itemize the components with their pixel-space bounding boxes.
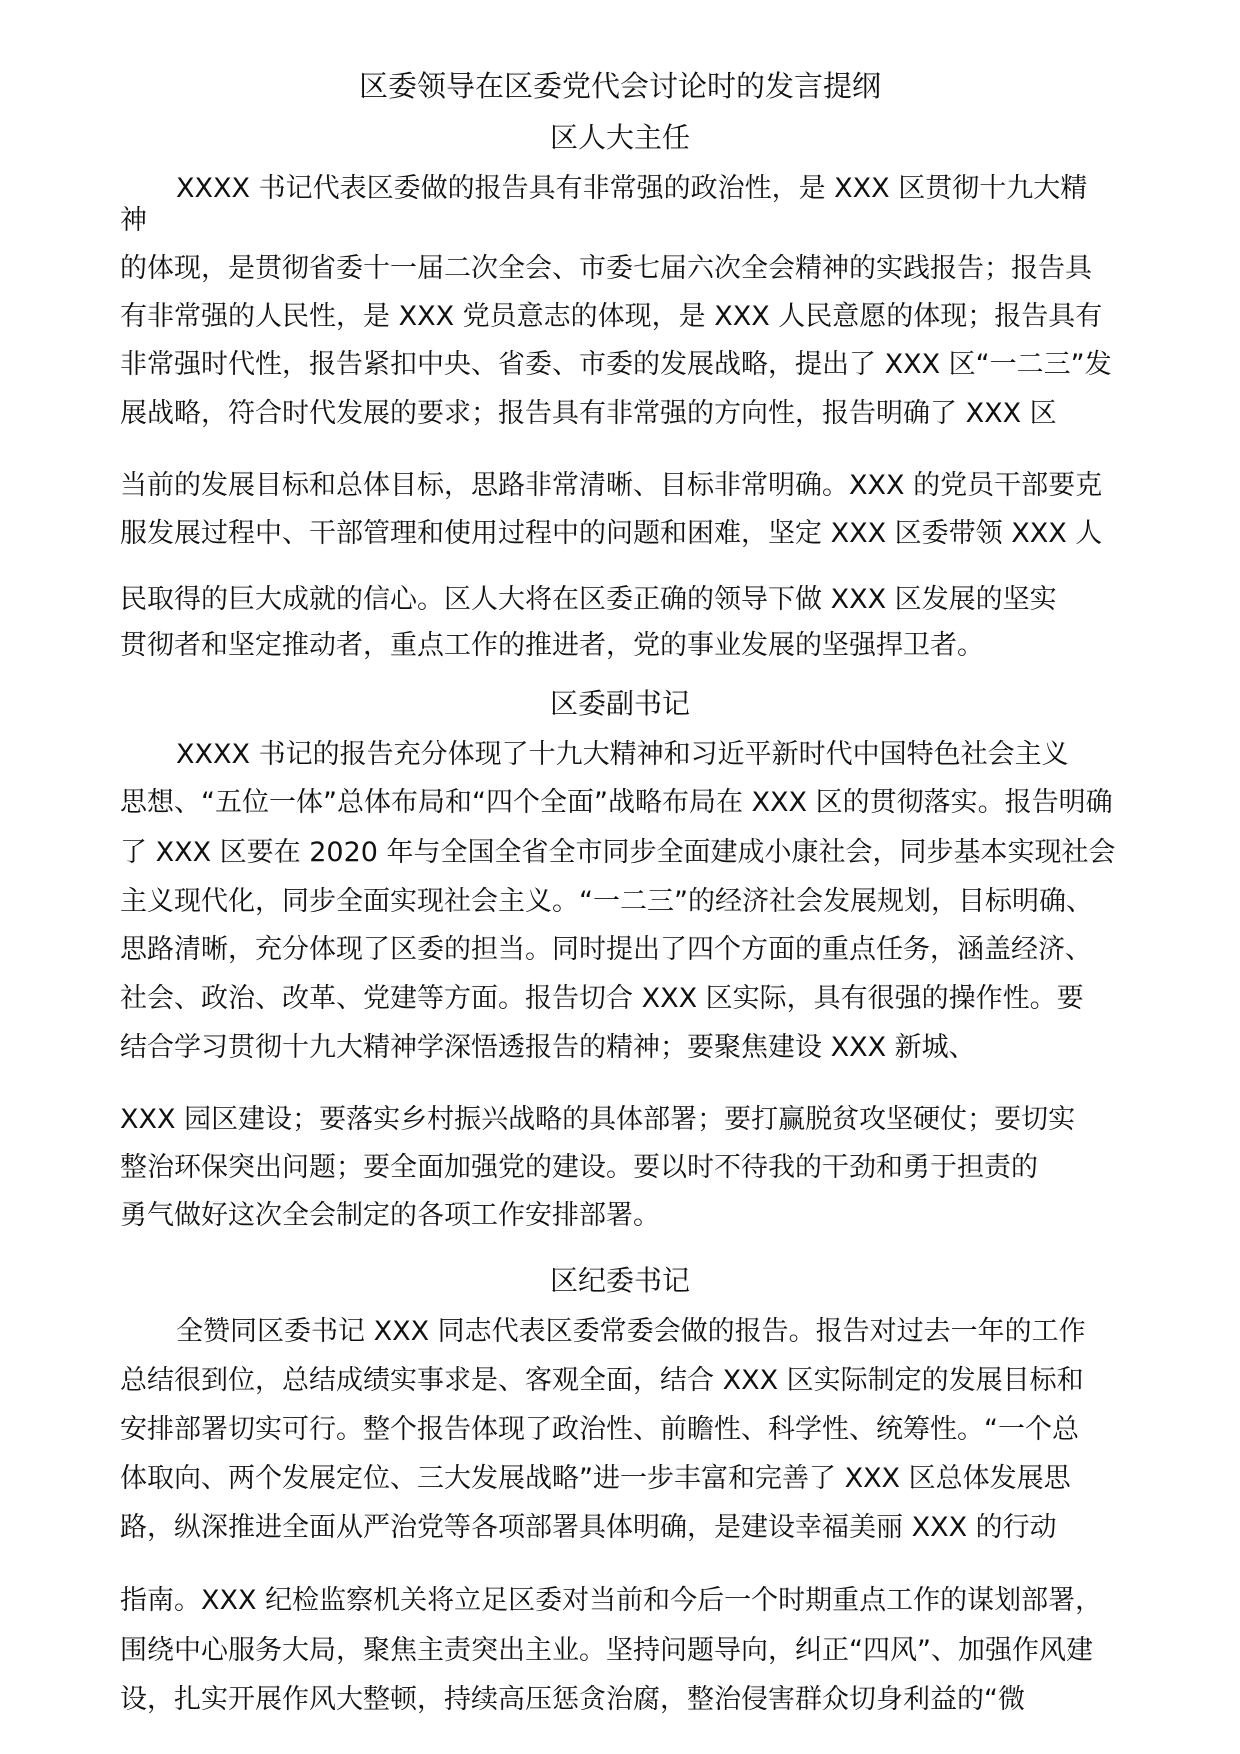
paragraph-line: 展战略，符合时代发展的要求；报告具有非常强的方向性，报告明确了 XXX 区 xyxy=(120,398,1057,429)
paragraph-line: 总结很到位，总结成绩实事求是、客观全面，结合 XXX 区实际制定的发展目标和 xyxy=(120,1365,1084,1396)
paragraph-line: 围绕中心服务大局，聚焦主责突出主业。坚持问题导向，纠正“四风”、加强作风建 xyxy=(120,1635,1093,1666)
paragraph-line: 非常强时代性，报告紧扣中央、省委、市委的发展战略，提出了 XXX 区“一二三”发 xyxy=(120,349,1112,380)
paragraph-line: 思想、“五位一体”总体布局和“四个全面”战略布局在 XXX 区的贯彻落实。报告明确 xyxy=(120,787,1113,818)
paragraph-line: XXXX 书记的报告充分体现了十九大精神和习近平新时代中国特色社会主义 xyxy=(176,739,1069,770)
paragraph-line: 贯彻者和坚定推动者，重点工作的推进者，党的事业发展的坚强捍卫者。 xyxy=(120,630,984,661)
paragraph-line: 服发展过程中、干部管理和使用过程中的问题和困难，坚定 XXX 区委带领 XXX 人 xyxy=(120,518,1103,549)
paragraph-line: 思路清晰，充分体现了区委的担当。同时提出了四个方面的重点任务，涵盖经济、 xyxy=(120,934,1092,965)
document-title: 区委领导在区委党代会讨论时的发言提纲 xyxy=(358,69,881,103)
paragraph-line: 神 xyxy=(120,205,147,236)
paragraph-line: 全赞同区委书记 XXX 同志代表区委常委会做的报告。报告对过去一年的工作 xyxy=(176,1316,1086,1347)
paragraph-line: 有非常强的人民性，是 XXX 党员意志的体现，是 XXX 人民意愿的体现；报告具有 xyxy=(120,301,1103,332)
paragraph-line: 指南。XXX 纪检监察机关将立足区委对当前和今后一个时期重点工作的谋划部署， xyxy=(120,1585,1103,1616)
paragraph-line: 的体现，是贯彻省委十一届二次全会、市委七届六次全会精神的实践报告；报告具 xyxy=(120,253,1092,284)
paragraph-line: 体取向、两个发展定位、三大发展战略”进一步丰富和完善了 XXX 区总体发展思 xyxy=(120,1463,1071,1494)
paragraph-line: 勇气做好这次全会制定的各项工作安排部署。 xyxy=(120,1200,660,1231)
paragraph-line: 主义现代化，同步全面实现社会主义。“一二三”的经济社会发展规划，目标明确、 xyxy=(120,886,1093,917)
paragraph-line: 结合学习贯彻十九大精神学深悟透报告的精神；要聚焦建设 XXX 新城、 xyxy=(120,1032,976,1063)
section-heading-deputy-secretary: 区委副书记 xyxy=(549,687,690,720)
paragraph-line: 民取得的巨大成就的信心。区人大将在区委正确的领导下做 XXX 区发展的坚实 xyxy=(120,584,1057,615)
section-heading-discipline-secretary: 区纪委书记 xyxy=(549,1264,690,1297)
paragraph-line: 整治环保突出问题；要全面加强党的建设。要以时不待我的干劲和勇于担责的 xyxy=(120,1152,1038,1183)
paragraph-line: 社会、政治、改革、党建等方面。报告切合 XXX 区实际，具有很强的操作性。要 xyxy=(120,983,1084,1014)
paragraph-line: 当前的发展目标和总体目标，思路非常清晰、目标非常明确。XXX 的党员干部要克 xyxy=(120,470,1103,501)
paragraph-line: 安排部署切实可行。整个报告体现了政治性、前瞻性、科学性、统筹性。“一个总 xyxy=(120,1414,1079,1445)
paragraph-line: 路，纵深推进全面从严治党等各项部署具体明确，是建设幸福美丽 XXX 的行动 xyxy=(120,1512,1057,1543)
paragraph-line: XXX 园区建设；要落实乡村振兴战略的具体部署；要打赢脱贫攻坚硬仗；要切实 xyxy=(120,1104,1076,1135)
paragraph-line: 了 XXX 区要在 2020 年与全国全省全市同步全面建成小康社会，同步基本实现社会 xyxy=(120,837,1116,868)
paragraph-line: 设，扎实开展作风大整顿，持续高压惩贪治腐，整治侵害群众切身利益的“微 xyxy=(120,1684,1025,1715)
paragraph-line: XXXX 书记代表区委做的报告具有非常强的政治性，是 XXX 区贯彻十九大精 xyxy=(176,173,1088,204)
section-heading-people-congress-director: 区人大主任 xyxy=(549,121,690,154)
